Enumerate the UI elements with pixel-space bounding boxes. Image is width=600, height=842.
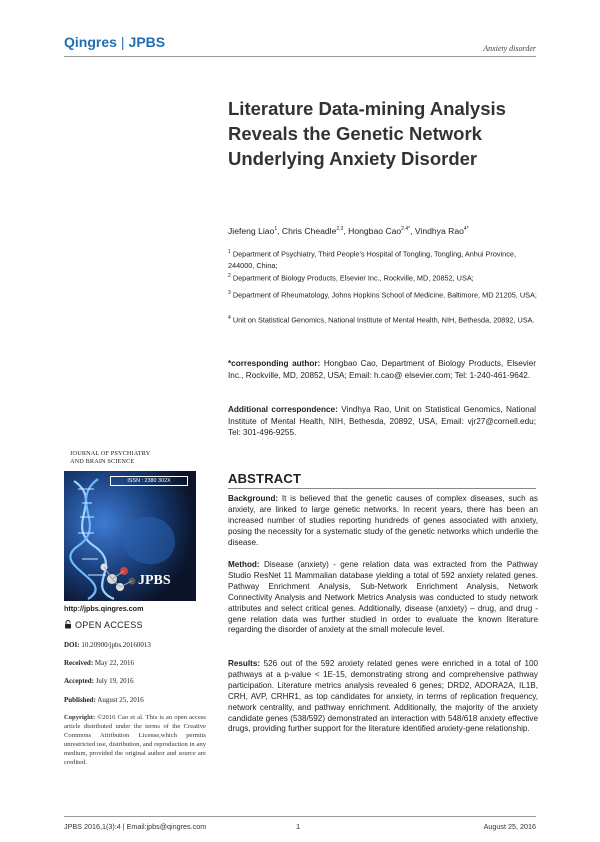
accepted-label: Accepted:	[64, 677, 94, 685]
doi-line	[64, 641, 204, 650]
affiliation	[228, 288, 540, 301]
author-affiliation-mark: 1	[274, 226, 278, 233]
additional-label: Additional correspondence:	[228, 405, 338, 414]
affiliation-number: 3	[228, 290, 231, 296]
journal-url-link[interactable]: http://jpbs.qingres.com	[64, 604, 144, 613]
method-text: Disease (anxiety) - gene relation data was extracted from the Pathway Studio ResNet 11 Mammalian database yielding a total of 592 anxiety related genes. Pathway Enrichment Analysis, Sub-Network Enrichment Analysis, Network Connectivity Analysis and Network Metrics Analysis was conducted to study network attributes and select critical genes. Additionally, disease (anxiety) – drug, and drug - gene relation data was further studied in order to evaluate the known literature regarding the disorder of anxiety at the small molecule level.	[228, 560, 538, 635]
cover-title-line: JOURNAL OF PSYCHIATRY	[70, 450, 151, 457]
background-text: It is believed that the genetic causes of complex diseases, such as anxiety, are linked to large genetic networks. In recent years, there has been an increased number of studies reporting hundreds of genes associated with anxiety, posing the necessity for a systematic study of the genetic networks which underlie the disease.	[228, 494, 538, 547]
author-name: Hongbao Cao	[348, 226, 402, 236]
journal-abbreviation: JPBS	[128, 34, 166, 50]
affiliation	[228, 271, 540, 284]
author-affiliation-mark: 4*	[463, 226, 469, 233]
received-value: May 22, 2016	[93, 659, 134, 667]
background-label: Background:	[228, 494, 279, 503]
published-date	[64, 696, 204, 705]
open-lock-icon	[64, 620, 73, 629]
accepted-value: July 19, 2016	[93, 677, 134, 685]
additional-correspondence	[228, 404, 536, 439]
copyright-text: ©2016 Cao et al. This is an open access article distributed under the terms of the Creative Commons Attribution License,which permits unrestricted use, distribution, and reproduction in any medium, provided the original author and source are credited.	[64, 714, 206, 766]
doi-label: DOI:	[64, 641, 80, 649]
affiliation-text: Department of Biology Products, Elsevier Inc., Rockville, MD, 20852, USA;	[232, 273, 474, 283]
copyright-label: Copyright:	[64, 714, 96, 721]
author-name: Jiefeng Liao	[228, 226, 275, 236]
accepted-date	[64, 677, 204, 686]
copyright-notice	[64, 714, 206, 767]
abstract-results	[228, 659, 538, 735]
received-label: Received:	[64, 659, 94, 667]
affiliation	[228, 313, 540, 326]
results-text: 526 out of the 592 anxiety related genes were enriched in a total of 100 pathways at a p-value < 1E-15, demonstrating strong and comprehensive pathway participation. Literature metrics analysis revealed 6 genes; DRD2, ADORA2A, IL1B, CRH, AVP, CRHR1, as top candidates for anxiety, in terms of replication frequency, network centrality, and pathway enrichment. Additionally, the majority of the anxiety candidate genes (538/592) demonstrated an interaction with 548/618 anxiety effective drugs, providing further support for the literature identified anxiety-gene relationship.	[228, 659, 538, 734]
abstract-heading: ABSTRACT	[228, 471, 302, 486]
page-header	[64, 34, 536, 56]
abstract-background	[228, 494, 538, 549]
author-list: Jiefeng Liao$^1$, Chris Cheadle$^{2,3}$, Hongbao Cao$^{2,4*}$, Vindhya Rao$^{4*}$	[228, 226, 469, 236]
author-affiliation-mark: 2,4*	[401, 226, 411, 233]
author-name: Chris Cheadle	[281, 226, 337, 236]
page-number: 1	[296, 822, 301, 831]
article-title: Literature Data-mining Analysis Reveals the Genetic Network Underlying Anxiety Disorder	[228, 98, 506, 169]
abstract-method	[228, 560, 538, 636]
method-label: Method:	[228, 560, 260, 569]
published-label: Published:	[64, 696, 96, 704]
corresponding-label: *corresponding author:	[228, 359, 321, 368]
logo-separator: |	[120, 34, 125, 50]
publisher-logo[interactable]	[64, 34, 165, 50]
affiliation-text: Unit on Statistical Genomics, National Institute of Mental Health, NIH, Bethesda, 20892, USA.	[232, 315, 535, 325]
author-name: Vindhya Rao	[414, 226, 464, 236]
affiliation-number: 1	[228, 249, 231, 255]
cover-issn: ISSN : 2380 302X	[110, 476, 188, 486]
results-label: Results:	[228, 659, 261, 668]
abstract-divider	[228, 488, 536, 489]
published-value: August 25, 2016	[95, 696, 144, 704]
doi-value[interactable]: 10.20900/jpbs.20160013	[79, 641, 151, 649]
footer-date: August 25, 2016	[483, 822, 536, 831]
affiliation-text: Department of Psychiatry, Third People's Hospital of Tongling, Tongling, Anhui Province, 244000, China;	[228, 249, 516, 270]
affiliation-number: 4	[228, 315, 231, 321]
section-label: Anxiety disorder	[483, 44, 536, 53]
publisher-name: Qingres	[64, 34, 117, 50]
footer-divider	[64, 816, 536, 817]
dna-helix-illustration	[64, 471, 196, 601]
cover-journal-title	[70, 450, 190, 466]
footer-citation: JPBS 2016,1(3):4 | Email:jpbs@qingres.com	[64, 822, 207, 831]
affiliation-number: 2	[228, 273, 231, 279]
cover-title-line: AND BRAIN SCIENCE	[70, 458, 135, 465]
affiliation	[228, 247, 540, 271]
received-date	[64, 659, 204, 668]
open-access-text: OPEN ACCESS	[75, 620, 143, 630]
open-access-label	[64, 620, 204, 630]
corresponding-text: Hongbao Cao, Department of Biology Products, Elsevier Inc., Rockville, MD, 20852, USA; Email: h.cao@ elsevier.com; Tel: 1-240-461-9642.	[228, 359, 536, 380]
header-divider	[64, 56, 536, 57]
corresponding-author	[228, 358, 536, 381]
author-affiliation-mark: 2,3	[336, 226, 344, 233]
cover-journal-mark: JPBS	[138, 573, 171, 588]
affiliation-text: Department of Rheumatology, Johns Hopkins School of Medicine, Baltimore, MD 21205, USA;	[232, 290, 537, 300]
additional-text: Vindhya Rao, Unit on Statistical Genomics, National Institute of Mental Health, NIH, Bethesda, 20892, USA, Email: vjr27@cornell.edu; Tel: 301-496-9255.	[228, 405, 537, 437]
journal-cover-image	[64, 449, 196, 601]
